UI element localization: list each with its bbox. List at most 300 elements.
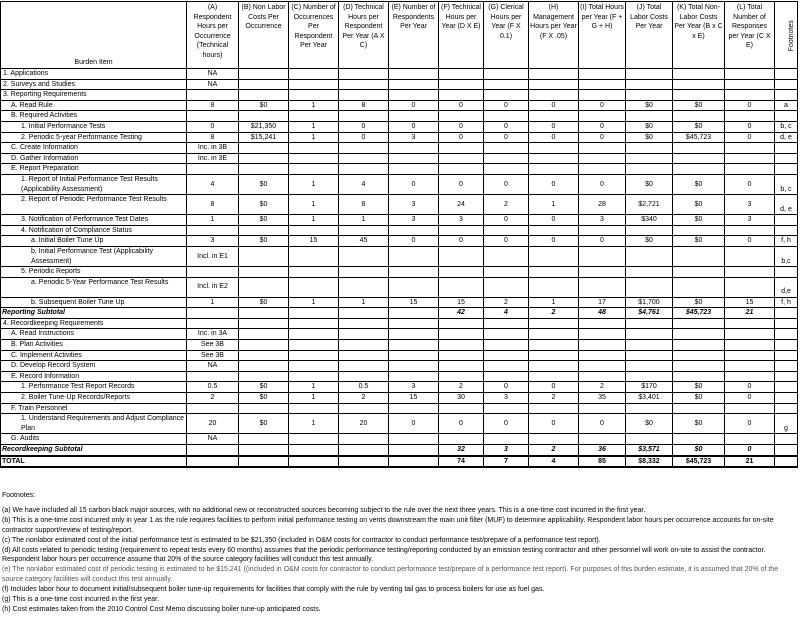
cell-b — [239, 111, 289, 122]
cell-i — [579, 69, 626, 80]
cell-j — [626, 79, 673, 90]
cell-i — [579, 79, 626, 90]
cell-footnote — [775, 308, 798, 319]
cell-e — [389, 69, 439, 80]
cell-a — [187, 164, 239, 175]
cell-e: 15 — [389, 297, 439, 308]
cell-j: $0 — [626, 236, 673, 247]
col-header-k: (K) Total Non-Labor Costs Per Year (B x C x E) — [673, 2, 725, 69]
cell-h — [529, 434, 579, 445]
cell-item: Reporting Subtotal — [1, 308, 187, 319]
cell-h — [529, 69, 579, 80]
cell-d — [339, 403, 389, 414]
cell-e: 0 — [389, 174, 439, 194]
cell-item: 1. Understand Requirements and Adjust Compliance Plan — [1, 414, 187, 434]
cell-a: 0 — [187, 121, 239, 132]
cell-h: 2 — [529, 393, 579, 404]
cell-g — [484, 361, 529, 372]
cell-e — [389, 153, 439, 164]
cell-h: 0 — [529, 215, 579, 226]
cell-e: 0 — [389, 100, 439, 111]
cell-c — [289, 79, 339, 90]
footnote-h: (h) Cost estimates taken from the 2010 Control Cost Memo discussing boiler tune-up anticipated costs. — [2, 605, 321, 613]
cell-b — [239, 267, 289, 278]
cell-k — [673, 318, 725, 329]
cell-c: 1 — [289, 414, 339, 434]
cell-item: G. Audits — [1, 434, 187, 445]
cell-e — [389, 143, 439, 154]
cell-b — [239, 456, 289, 468]
cell-g: 0 — [484, 215, 529, 226]
table-row — [1, 277, 798, 297]
cell-e — [389, 403, 439, 414]
cell-j — [626, 246, 673, 266]
cell-c — [289, 434, 339, 445]
table-row — [1, 361, 798, 372]
cell-l: 21 — [725, 456, 775, 468]
cell-d — [339, 79, 389, 90]
cell-g — [484, 277, 529, 297]
cell-a — [187, 225, 239, 236]
cell-item: 3. Notification of Performance Test Dates — [1, 215, 187, 226]
cell-h — [529, 143, 579, 154]
cell-d: 1 — [339, 297, 389, 308]
cell-i: 0 — [579, 174, 626, 194]
cell-f — [439, 371, 484, 382]
cell-a: 20 — [187, 414, 239, 434]
cell-k: $0 — [673, 121, 725, 132]
cell-l — [725, 267, 775, 278]
cell-d — [339, 456, 389, 468]
cell-item: b. Initial Performance Test (Applicability Assessment) — [1, 246, 187, 266]
cell-h: 0 — [529, 132, 579, 143]
cell-i — [579, 350, 626, 361]
cell-f: 42 — [439, 308, 484, 319]
cell-c — [289, 308, 339, 319]
cell-g: 0 — [484, 121, 529, 132]
cell-a — [187, 90, 239, 101]
header-row — [1, 2, 798, 69]
cell-footnote — [775, 350, 798, 361]
table-body — [1, 69, 798, 468]
cell-l: 3 — [725, 215, 775, 226]
cell-h: 1 — [529, 195, 579, 215]
cell-i — [579, 361, 626, 372]
footnote-f: (f) Includes labor hour to document initial/subsequent boiler tune-up requirements for facilities that comply with the rule by venting tail gas to process boilers for use as fuel gas. — [2, 586, 545, 594]
cell-item: E. Report Preparation — [1, 164, 187, 175]
cell-k: $45,723 — [673, 308, 725, 319]
cell-i — [579, 225, 626, 236]
cell-f — [439, 329, 484, 340]
cell-j — [626, 153, 673, 164]
cell-c — [289, 340, 339, 351]
cell-e — [389, 79, 439, 90]
cell-i — [579, 90, 626, 101]
cell-h: 0 — [529, 121, 579, 132]
cell-k: $0 — [673, 174, 725, 194]
col-header-footnotes — [775, 2, 798, 69]
cell-footnote: d, e — [775, 132, 798, 143]
cell-h: 0 — [529, 100, 579, 111]
cell-h — [529, 371, 579, 382]
cell-b — [239, 308, 289, 319]
cell-l: 0 — [725, 132, 775, 143]
cell-b — [239, 318, 289, 329]
cell-l — [725, 434, 775, 445]
cell-a: Inc. in 3E — [187, 153, 239, 164]
cell-d — [339, 434, 389, 445]
cell-footnote — [775, 69, 798, 80]
cell-l: 0 — [725, 414, 775, 434]
cell-l — [725, 277, 775, 297]
cell-d — [339, 340, 389, 351]
cell-l: 15 — [725, 297, 775, 308]
cell-i: 85 — [579, 456, 626, 468]
cell-l — [725, 350, 775, 361]
cell-c — [289, 153, 339, 164]
cell-g — [484, 403, 529, 414]
cell-g: 0 — [484, 414, 529, 434]
cell-c: 1 — [289, 132, 339, 143]
cell-f — [439, 318, 484, 329]
col-header-g: (G) Clerical Hours per Year (F X 0.1) — [484, 2, 529, 69]
cell-c: 1 — [289, 382, 339, 393]
cell-c — [289, 246, 339, 266]
cell-e: 0 — [389, 414, 439, 434]
cell-i — [579, 153, 626, 164]
cell-c — [289, 329, 339, 340]
table-row — [1, 318, 798, 329]
cell-j — [626, 403, 673, 414]
cell-g: 0 — [484, 174, 529, 194]
cell-e — [389, 371, 439, 382]
cell-e: 0 — [389, 121, 439, 132]
cell-j — [626, 371, 673, 382]
table-row — [1, 308, 798, 319]
cell-l — [725, 340, 775, 351]
cell-f — [439, 340, 484, 351]
cell-footnote — [775, 111, 798, 122]
cell-b — [239, 153, 289, 164]
footnote-b: (b) This is a one-time cost incurred only in year 1 as the rule requires facilities to perform initial performance testing on vents downstream the main unit filter (MUF) to determine applicability. Respondent labor hours per occurrence accounts for on-site contractor support/review of testing/report. — [2, 516, 774, 534]
cell-e — [389, 111, 439, 122]
cell-item: B. Required Activities — [1, 111, 187, 122]
cell-d: 4 — [339, 174, 389, 194]
cell-k: $0 — [673, 100, 725, 111]
cell-g — [484, 111, 529, 122]
cell-d — [339, 246, 389, 266]
table-row — [1, 329, 798, 340]
cell-k — [673, 277, 725, 297]
cell-c: 1 — [289, 215, 339, 226]
table-row — [1, 414, 798, 434]
cell-a: Incl. in E1 — [187, 246, 239, 266]
cell-f: 3 — [439, 215, 484, 226]
cell-k: $0 — [673, 414, 725, 434]
cell-l — [725, 69, 775, 80]
cell-k: $0 — [673, 382, 725, 393]
table-row — [1, 164, 798, 175]
cell-c — [289, 456, 339, 468]
cell-k — [673, 340, 725, 351]
col-header-i: (I) Total Hours per Year (F + G + H) — [579, 2, 626, 69]
cell-d — [339, 164, 389, 175]
cell-c — [289, 371, 339, 382]
cell-b: $0 — [239, 393, 289, 404]
cell-d: 45 — [339, 236, 389, 247]
table-row — [1, 174, 798, 194]
table-row — [1, 382, 798, 393]
cell-e — [389, 434, 439, 445]
cell-b — [239, 445, 289, 456]
cell-a: 0.5 — [187, 382, 239, 393]
cell-d — [339, 143, 389, 154]
cell-f — [439, 277, 484, 297]
cell-c: 1 — [289, 297, 339, 308]
cell-a: 3 — [187, 236, 239, 247]
cell-h — [529, 350, 579, 361]
cell-f: 15 — [439, 297, 484, 308]
cell-l — [725, 225, 775, 236]
cell-footnote — [775, 79, 798, 90]
cell-c: 1 — [289, 195, 339, 215]
cell-i: 0 — [579, 100, 626, 111]
cell-j — [626, 329, 673, 340]
cell-k: $0 — [673, 236, 725, 247]
cell-j: $0 — [626, 132, 673, 143]
cell-i — [579, 111, 626, 122]
cell-item: 1. Initial Performance Tests — [1, 121, 187, 132]
cell-j: $8,332 — [626, 456, 673, 468]
footnote-c: (c) The nonlabor estimated cost of the initial performance test is estimated to be $21,350 (included in O&M costs for contractor to conduct performance test/prepare of a performance test report). — [2, 536, 601, 544]
cell-b — [239, 225, 289, 236]
cell-item: 2. Boiler Tune-Up Records/Reports — [1, 393, 187, 404]
footnote-g: (g) This is a one-time cost incurred in the first year. — [2, 596, 160, 604]
cell-g: 0 — [484, 132, 529, 143]
cell-j — [626, 277, 673, 297]
cell-b: $0 — [239, 195, 289, 215]
cell-item: 2. Periodic 5-year Performance Testing — [1, 132, 187, 143]
cell-i — [579, 246, 626, 266]
cell-j — [626, 350, 673, 361]
cell-c — [289, 361, 339, 372]
table-row — [1, 121, 798, 132]
cell-item: C. Create Information — [1, 143, 187, 154]
cell-a: NA — [187, 361, 239, 372]
cell-d: 0.5 — [339, 382, 389, 393]
cell-j — [626, 143, 673, 154]
cell-footnote — [775, 361, 798, 372]
cell-item: 1. Performance Test Report Records — [1, 382, 187, 393]
cell-footnote — [775, 318, 798, 329]
cell-footnote: f, h — [775, 236, 798, 247]
cell-f — [439, 361, 484, 372]
cell-j: $4,761 — [626, 308, 673, 319]
cell-b — [239, 371, 289, 382]
footnote-a: (a) We have included all 15 carbon black major sources, with no additional new or reconstructed sources becoming subject to the rule over the next three years. This is a one-time cost incurred in the first year. — [2, 506, 646, 514]
col-header-item: Burden Item — [1, 2, 187, 69]
cell-f — [439, 267, 484, 278]
cell-f: 24 — [439, 195, 484, 215]
cell-k — [673, 153, 725, 164]
cell-a: 8 — [187, 100, 239, 111]
cell-b: $21,350 — [239, 121, 289, 132]
cell-item: A. Read Instructions — [1, 329, 187, 340]
cell-g — [484, 225, 529, 236]
cell-a — [187, 403, 239, 414]
cell-l — [725, 361, 775, 372]
cell-i — [579, 371, 626, 382]
table-row — [1, 297, 798, 308]
table-row — [1, 215, 798, 226]
cell-g: 2 — [484, 297, 529, 308]
cell-a: NA — [187, 434, 239, 445]
footnotes-header-label: Footnotes — [787, 19, 795, 52]
cell-e — [389, 318, 439, 329]
cell-j — [626, 340, 673, 351]
col-header-a: (A) Respondent Hours per Occurrence (Technical hours) — [187, 2, 239, 69]
cell-b — [239, 246, 289, 266]
table-row — [1, 132, 798, 143]
cell-g — [484, 143, 529, 154]
cell-b — [239, 79, 289, 90]
cell-d — [339, 153, 389, 164]
footnote-d: (d) All costs related to periodic testing (requirement to repeat tests every 60 months) assumes that the periodic performance testing/reporting conducted by an emission testing contractor and other personnel will work on-site to assist the contractor. Respondent labor hours per occurrence assume that 20% of the source category facilities will conduct this test annually. — [2, 546, 766, 564]
cell-k: $0 — [673, 215, 725, 226]
cell-footnote: g — [775, 414, 798, 434]
cell-l — [725, 371, 775, 382]
cell-j: $3,401 — [626, 393, 673, 404]
cell-footnote — [775, 382, 798, 393]
cell-b: $0 — [239, 297, 289, 308]
cell-k — [673, 403, 725, 414]
cell-d — [339, 350, 389, 361]
cell-footnote: b, c — [775, 174, 798, 194]
cell-l: 21 — [725, 308, 775, 319]
cell-g: 0 — [484, 100, 529, 111]
cell-l: 0 — [725, 236, 775, 247]
cell-item: C. Implement Activities — [1, 350, 187, 361]
cell-a: Inc. in 3B — [187, 143, 239, 154]
cell-footnote — [775, 340, 798, 351]
cell-k — [673, 361, 725, 372]
cell-f — [439, 79, 484, 90]
cell-i — [579, 277, 626, 297]
cell-b — [239, 164, 289, 175]
cell-footnote — [775, 90, 798, 101]
cell-footnote — [775, 215, 798, 226]
cell-footnote — [775, 153, 798, 164]
cell-item: A. Read Rule — [1, 100, 187, 111]
cell-i — [579, 267, 626, 278]
cell-b: $0 — [239, 100, 289, 111]
cell-g — [484, 79, 529, 90]
cell-a — [187, 445, 239, 456]
table-row — [1, 456, 798, 468]
cell-k — [673, 79, 725, 90]
cell-l — [725, 246, 775, 266]
cell-c — [289, 90, 339, 101]
cell-k — [673, 69, 725, 80]
cell-footnote — [775, 225, 798, 236]
cell-f: 74 — [439, 456, 484, 468]
cell-d: 0 — [339, 121, 389, 132]
col-header-j: (J) Total Labor Costs Per Year — [626, 2, 673, 69]
cell-d: 1 — [339, 215, 389, 226]
cell-j: $0 — [626, 121, 673, 132]
cell-d — [339, 69, 389, 80]
cell-i: 0 — [579, 132, 626, 143]
table-row — [1, 90, 798, 101]
cell-h — [529, 361, 579, 372]
cell-d — [339, 445, 389, 456]
cell-j — [626, 434, 673, 445]
cell-e — [389, 340, 439, 351]
table-row — [1, 246, 798, 266]
cell-f — [439, 143, 484, 154]
cell-j: $0 — [626, 100, 673, 111]
cell-e — [389, 361, 439, 372]
cell-d: 20 — [339, 414, 389, 434]
cell-h: 0 — [529, 414, 579, 434]
cell-b: $0 — [239, 174, 289, 194]
cell-c — [289, 277, 339, 297]
cell-i — [579, 318, 626, 329]
cell-l — [725, 79, 775, 90]
cell-item: 1. Report of Initial Performance Test Results (Applicability Assessment) — [1, 174, 187, 194]
cell-footnote: a — [775, 100, 798, 111]
cell-a — [187, 111, 239, 122]
table-row — [1, 403, 798, 414]
cell-g — [484, 246, 529, 266]
cell-k — [673, 329, 725, 340]
cell-g — [484, 164, 529, 175]
cell-footnote — [775, 445, 798, 456]
cell-e: 15 — [389, 393, 439, 404]
cell-b: $0 — [239, 414, 289, 434]
cell-f: 0 — [439, 132, 484, 143]
cell-i — [579, 143, 626, 154]
cell-k: $0 — [673, 297, 725, 308]
cell-f — [439, 111, 484, 122]
cell-g — [484, 371, 529, 382]
cell-j — [626, 361, 673, 372]
cell-j: $0 — [626, 174, 673, 194]
cell-d: 0 — [339, 132, 389, 143]
cell-d — [339, 225, 389, 236]
cell-footnote — [775, 456, 798, 468]
cell-item: E. Record Information — [1, 371, 187, 382]
cell-j: $1,700 — [626, 297, 673, 308]
col-header-b: (B) Non Labor Costs Per Occurrence — [239, 2, 289, 69]
cell-h — [529, 318, 579, 329]
cell-item: D. Develop Record System — [1, 361, 187, 372]
table-row — [1, 267, 798, 278]
cell-footnote: b,c — [775, 246, 798, 266]
cell-k — [673, 434, 725, 445]
cell-d — [339, 318, 389, 329]
cell-i — [579, 340, 626, 351]
cell-item: D. Gather Information — [1, 153, 187, 164]
footnote-e: (e) The nonlabor estimated cost of periodic testing is estimated to be $15,241 ((included in O&M costs for contractor to conduct performance test/prepare of a performance test report). For purposes of this burden estimate, it is assumed that 20% of the source category facilities will conduct this test annually. — [2, 566, 779, 584]
cell-g: 0 — [484, 382, 529, 393]
cell-e: 3 — [389, 132, 439, 143]
cell-e — [389, 308, 439, 319]
cell-f: 32 — [439, 445, 484, 456]
table-row — [1, 445, 798, 456]
cell-k — [673, 350, 725, 361]
cell-k: $0 — [673, 445, 725, 456]
